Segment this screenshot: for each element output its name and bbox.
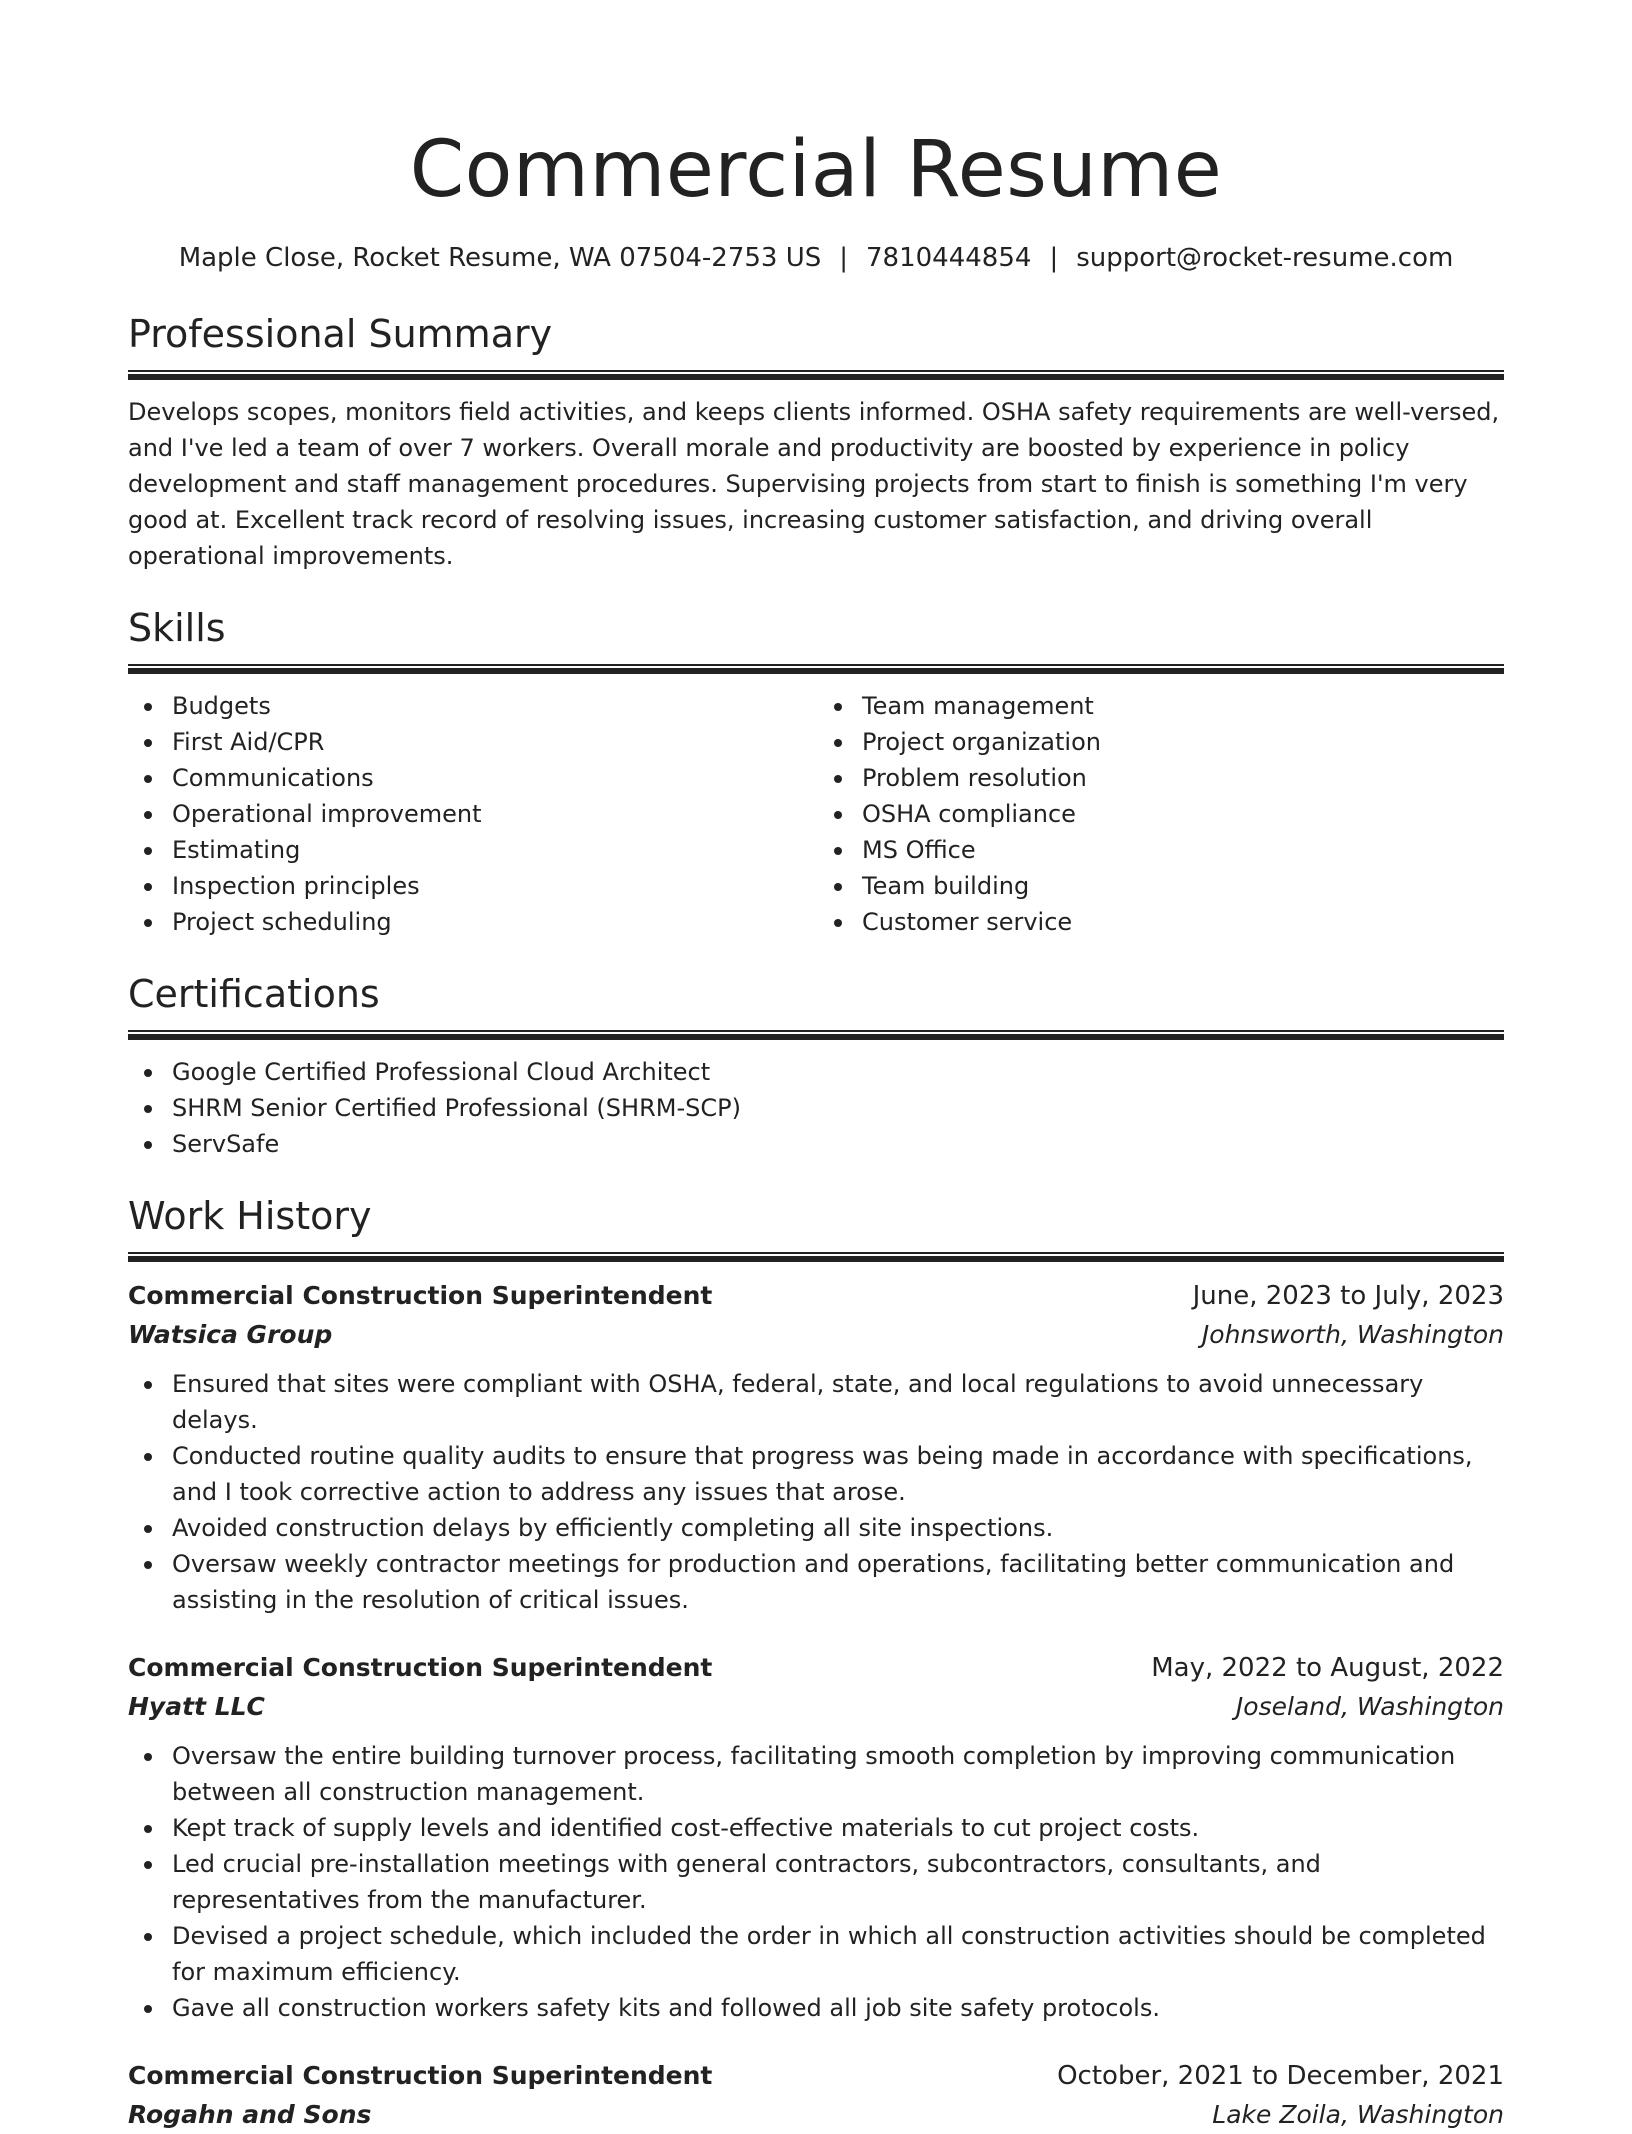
job-location: Lake Zoila, Washington bbox=[1212, 2100, 1504, 2129]
summary-text: Develops scopes, monitors field activities, and keeps clients informed. OSHA safety requirements are well-versed, and I've led a team of over 7 workers. Overall morale and productivity are boosted by experience in policy development and staff management procedures. Supervising projects from start to finish is something I'm very good at. Excellent track record of resolving issues, increasing customer satisfaction, and driving overall operational improvements. bbox=[128, 398, 1500, 570]
section-divider bbox=[128, 664, 1504, 674]
job-company: Watsica Group bbox=[128, 1320, 333, 1349]
skills-heading: Skills bbox=[128, 606, 226, 650]
certifications-list bbox=[128, 1054, 1504, 1162]
job-dates: May, 2022 to August, 2022 bbox=[1151, 1653, 1504, 1683]
job-title: Commercial Construction Superintendent bbox=[128, 2061, 713, 2090]
skill-item: Estimating bbox=[128, 832, 816, 868]
job-location: Johnsworth, Washington bbox=[1201, 1320, 1504, 1349]
resume-name: Commercial Resume bbox=[409, 125, 1223, 215]
job-dates: June, 2023 to July, 2023 bbox=[1192, 1281, 1504, 1311]
skill-item: Team building bbox=[818, 868, 1504, 904]
certifications-heading: Certifications bbox=[128, 972, 380, 1016]
job-header-row bbox=[128, 1648, 1504, 1688]
contact-separator: | bbox=[839, 243, 849, 273]
summary-section bbox=[128, 308, 1504, 574]
skill-item: Operational improvement bbox=[128, 796, 816, 832]
job-bullet: Conducted routine quality audits to ensure that progress was being made in accordance with specifications, and I took corrective action to address any issues that arose. bbox=[128, 1438, 1504, 1510]
job-dates: October, 2021 to December, 2021 bbox=[1057, 2061, 1504, 2091]
skill-item: Inspection principles bbox=[128, 868, 816, 904]
job-bullet: Avoided construction delays by efficiently completing all site inspections. bbox=[128, 1510, 1504, 1546]
job-bullet: Ensured that sites were compliant with OSHA, federal, state, and local regulations to avoid unnecessary delays. bbox=[128, 1366, 1504, 1438]
skills-grid bbox=[128, 688, 1504, 940]
skill-item: Customer service bbox=[818, 904, 1504, 940]
job-bullets bbox=[128, 1738, 1504, 2026]
job-bullets bbox=[128, 1366, 1504, 1618]
section-divider bbox=[128, 1252, 1504, 1262]
work-history-heading: Work History bbox=[128, 1194, 372, 1238]
skill-item: First Aid/CPR bbox=[128, 724, 816, 760]
skills-left-column bbox=[128, 688, 816, 940]
job-bullet: Oversaw weekly contractor meetings for production and operations, facilitating better communication and assisting in the resolution of critical issues. bbox=[128, 1546, 1504, 1618]
contact-phone: 7810444854 bbox=[866, 243, 1032, 273]
section-divider bbox=[128, 370, 1504, 380]
skill-item: Budgets bbox=[128, 688, 816, 724]
job-company-row bbox=[128, 1316, 1504, 1354]
skill-item: Project organization bbox=[818, 724, 1504, 760]
skill-item: Team management bbox=[818, 688, 1504, 724]
job-header-row bbox=[128, 1276, 1504, 1316]
job-company: Hyatt LLC bbox=[128, 1692, 265, 1721]
job-bullet: Devised a project schedule, which included the order in which all construction activities should be completed for maximum efficiency. bbox=[128, 1918, 1504, 1990]
contact-email: support@rocket-resume.com bbox=[1076, 243, 1454, 273]
job-company-row bbox=[128, 1688, 1504, 1726]
job-bullet: Led crucial pre-installation meetings with general contractors, subcontractors, consultants, and representatives from the manufacturer. bbox=[128, 1846, 1504, 1918]
job-entry bbox=[128, 2056, 1504, 2134]
skills-section bbox=[128, 602, 1504, 940]
summary-heading: Professional Summary bbox=[128, 312, 553, 356]
job-location: Joseland, Washington bbox=[1235, 1692, 1504, 1721]
job-title: Commercial Construction Superintendent bbox=[128, 1281, 713, 1310]
skill-item: OSHA compliance bbox=[818, 796, 1504, 832]
job-bullet: Oversaw the entire building turnover process, facilitating smooth completion by improving communication between all construction management. bbox=[128, 1738, 1504, 1810]
contact-address: Maple Close, Rocket Resume, WA 07504-2753 US bbox=[178, 243, 822, 273]
job-company-row bbox=[128, 2096, 1504, 2134]
section-divider bbox=[128, 1030, 1504, 1040]
skill-item: Project scheduling bbox=[128, 904, 816, 940]
job-title: Commercial Construction Superintendent bbox=[128, 1653, 713, 1682]
certification-item: Google Certified Professional Cloud Architect bbox=[128, 1054, 1504, 1090]
certifications-section bbox=[128, 968, 1504, 1162]
job-bullet: Kept track of supply levels and identified cost-effective materials to cut project costs. bbox=[128, 1810, 1504, 1846]
job-header-row bbox=[128, 2056, 1504, 2096]
skill-item: Communications bbox=[128, 760, 816, 796]
job-entry bbox=[128, 1276, 1504, 1618]
skills-right-column bbox=[816, 688, 1504, 940]
skill-item: Problem resolution bbox=[818, 760, 1504, 796]
job-entry bbox=[128, 1648, 1504, 2026]
job-company: Rogahn and Sons bbox=[128, 2100, 372, 2129]
certification-item: SHRM Senior Certified Professional (SHRM-SCP) bbox=[128, 1090, 1504, 1126]
certification-item: ServSafe bbox=[128, 1126, 1504, 1162]
skill-item: MS Office bbox=[818, 832, 1504, 868]
job-bullet: Gave all construction workers safety kits and followed all job site safety protocols. bbox=[128, 1990, 1504, 2026]
work-history-section bbox=[128, 1190, 1504, 2134]
contact-separator: | bbox=[1049, 243, 1059, 273]
contact-line bbox=[128, 238, 1504, 278]
